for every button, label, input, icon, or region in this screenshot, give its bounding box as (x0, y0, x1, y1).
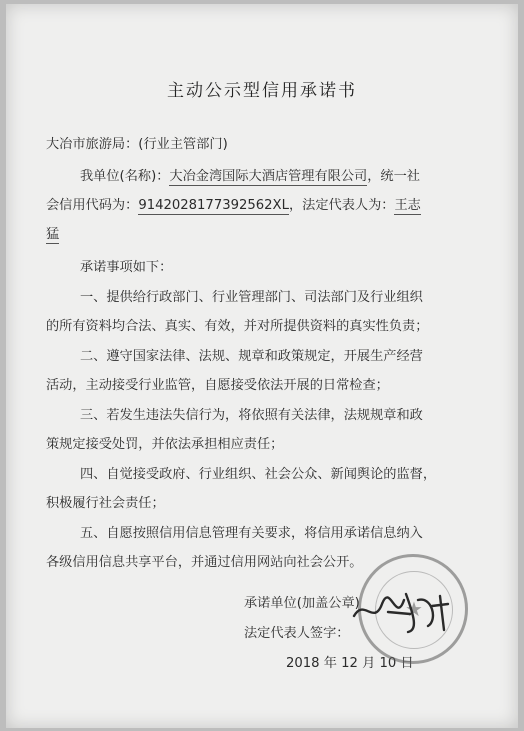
representative-line (46, 223, 59, 242)
seal-star-icon: ★ (405, 597, 423, 621)
item1-line2: 的所有资料均合法、真实、有效，并对所提供资料的真实性负责； (46, 319, 429, 334)
unit-name: 大冶金湾国际大酒店管理有限公司 (169, 169, 368, 184)
item3-line1: 三、若发生违法失信行为，将依照有关法律，法规规章和政 (80, 408, 423, 423)
document-page (6, 4, 518, 728)
unit-line-suffix: ，统一社 (367, 169, 420, 184)
credit-code: 9142028177392562XL (138, 198, 289, 213)
item4-line2: 积极履行社会责任； (46, 496, 165, 511)
credit-line-mid: ，法定代表人为： (288, 198, 395, 213)
item5-line2: 各级信用信息共享平台，并通过信用网站向社会公开。 (46, 555, 363, 570)
credit-line-prefix: 会信用代码为： (46, 198, 139, 213)
unit-line-prefix: 我单位(名称)： (80, 169, 170, 184)
items-heading: 承诺事项如下： (80, 260, 173, 275)
sign-unit-label: 承诺单位(加盖公章) (244, 596, 360, 611)
credit-line (46, 194, 421, 213)
item3-line2: 策规定接受处罚，并依法承担相应责任； (46, 437, 284, 452)
representative-name-part1: 王志 (394, 198, 421, 213)
document-title: 主动公示型信用承诺书 (167, 81, 357, 101)
sign-representative-label: 法定代表人签字： (244, 626, 350, 641)
addressee: 大冶市旅游局：(行业主管部门) (46, 137, 228, 152)
representative-name-part2: 猛 (46, 227, 60, 242)
item2-line2: 活动，主动接受行业监管，自愿接受依法开展的日常检查； (46, 378, 389, 393)
item5-line1: 五、自愿按照信用信息管理有关要求，将信用承诺信息纳入 (80, 526, 423, 541)
item1-line1: 一、提供给行政部门、行业管理部门、司法部门及行业组织 (80, 290, 423, 305)
item4-line1: 四、自觉接受政府、行业组织、社会公众、新闻舆论的监督， (80, 467, 437, 482)
handwritten-signature (348, 586, 458, 636)
sign-date: 2018 年 12 月 10 日 (286, 656, 414, 671)
item2-line1: 二、遵守国家法律、法规、规章和政策规定，开展生产经营 (80, 349, 423, 364)
unit-line (80, 165, 420, 184)
